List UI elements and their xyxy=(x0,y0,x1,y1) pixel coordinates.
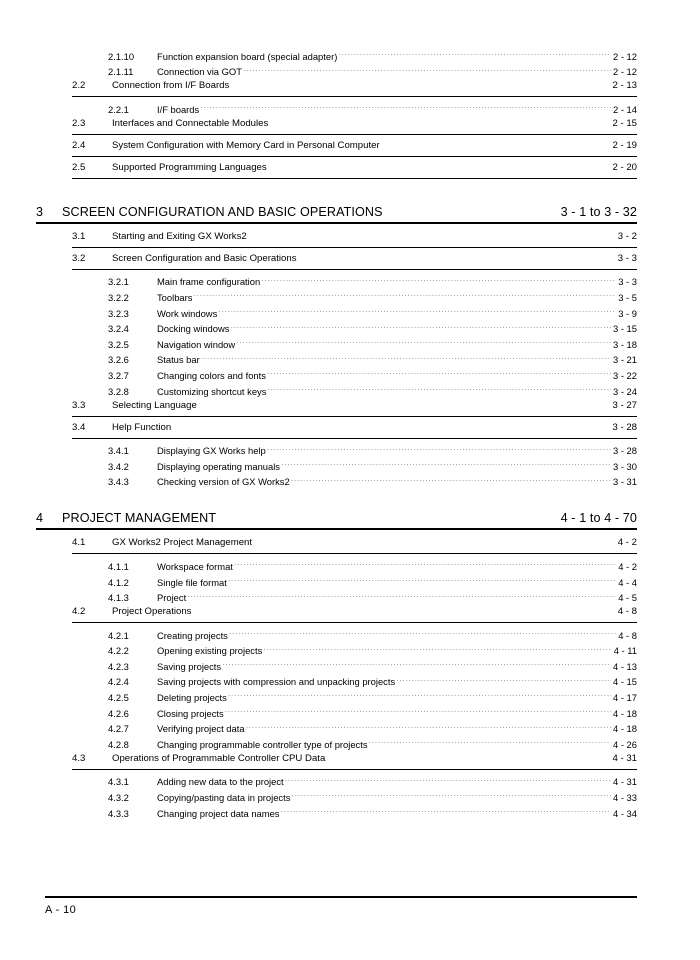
subsection-page-number: 3 - 30 xyxy=(613,460,637,472)
toc-chapter-heading[interactable] xyxy=(36,511,637,530)
chapter-title: SCREEN CONFIGURATION AND BASIC OPERATIONS xyxy=(62,204,383,219)
section-page-number: 3 - 3 xyxy=(617,252,637,264)
subsection-number: 4.2.2 xyxy=(108,645,129,657)
subsection-page-number: 3 - 9 xyxy=(618,307,637,319)
section-number: 3.4 xyxy=(72,421,86,433)
dot-leader xyxy=(230,317,611,333)
subsection-title: Changing project data names xyxy=(157,807,280,819)
subsection-number: 4.1.1 xyxy=(108,560,129,572)
toc-section-block xyxy=(72,113,637,135)
chapter-number: 4 xyxy=(36,511,44,526)
subsection-page-number: 3 - 22 xyxy=(613,369,637,381)
dot-leader xyxy=(267,363,611,379)
subsection-title: Connection via GOT xyxy=(157,66,242,78)
toc-subsection-row[interactable] xyxy=(108,44,637,60)
section-list-tail xyxy=(36,113,637,179)
section-page-number: 4 - 2 xyxy=(617,537,637,549)
toc-subsection-row[interactable] xyxy=(108,554,637,570)
subsection-page-number: 3 - 5 xyxy=(618,291,637,303)
section-number: 4.1 xyxy=(72,537,86,549)
subsection-title: Displaying operating manuals xyxy=(157,460,280,472)
chapter-page-range: 4 - 1 to 4 - 70 xyxy=(560,511,637,526)
toc-section-row[interactable] xyxy=(72,417,637,438)
subsection-page-number: 3 - 18 xyxy=(613,338,637,350)
subsection-title: Saving projects xyxy=(157,660,222,672)
toc-section-block xyxy=(72,748,637,770)
subsection-number: 2.1.11 xyxy=(108,66,134,78)
dot-leader xyxy=(201,348,611,364)
section-title: Supported Programming Languages xyxy=(112,161,267,173)
dot-leader xyxy=(280,801,611,817)
chapter-body xyxy=(36,532,637,819)
toc-section-row[interactable] xyxy=(72,135,637,156)
dot-leader xyxy=(234,554,616,570)
dot-leader xyxy=(263,639,611,655)
subsection-title: Docking windows xyxy=(157,323,230,335)
subsection-title: Workspace format xyxy=(157,560,233,572)
chapter-number: 3 xyxy=(36,204,44,219)
toc-section-row[interactable] xyxy=(72,532,637,553)
subsection-title: Work windows xyxy=(157,307,218,319)
subsection-page-number: 4 - 11 xyxy=(613,645,637,657)
subsection-number: 3.2.7 xyxy=(108,369,129,381)
subsection-number: 4.2.8 xyxy=(108,738,129,750)
subsection-title: Saving projects with compression and unpacking projects xyxy=(157,676,396,688)
subsection-page-number: 4 - 18 xyxy=(613,707,637,719)
subsection-page-number: 2 - 14 xyxy=(613,103,637,115)
toc-section-row[interactable] xyxy=(72,157,637,178)
dot-leader xyxy=(246,717,611,733)
subsection-page-number: 4 - 5 xyxy=(618,592,637,604)
section-page-number: 2 - 13 xyxy=(612,80,637,92)
subsection-number: 3.2.6 xyxy=(108,354,129,366)
dot-leader xyxy=(267,439,611,455)
subsection-number: 3.2.3 xyxy=(108,307,129,319)
toc-section-row[interactable] xyxy=(72,395,637,416)
section-title: Screen Configuration and Basic Operations xyxy=(112,252,297,264)
dot-leader xyxy=(261,270,616,286)
subsection-page-number: 3 - 21 xyxy=(613,354,637,366)
subsection-number: 3.4.1 xyxy=(108,445,129,457)
section-title: Interfaces and Connectable Modules xyxy=(112,117,269,129)
subsection-number: 2.1.10 xyxy=(108,50,135,62)
footer-rule xyxy=(45,896,637,898)
subsection-title: Deleting projects xyxy=(157,692,227,704)
section-number: 2.5 xyxy=(72,161,86,173)
section-number: 2.4 xyxy=(72,139,86,151)
subsection-title: Verifying project data xyxy=(157,723,245,735)
subsection-title: Copying/pasting data in projects xyxy=(157,792,291,804)
subsection-title: Project xyxy=(157,592,187,604)
subsection-page-number: 4 - 2 xyxy=(618,560,637,572)
toc-section-block xyxy=(72,226,637,248)
subsection-number: 3.2.1 xyxy=(108,276,129,288)
subsection-title: Changing programmable controller type of projects xyxy=(157,738,368,750)
subsection-page-number: 4 - 18 xyxy=(613,723,637,735)
subsection-page-number: 4 - 34 xyxy=(613,807,637,819)
subsection-number: 4.3.2 xyxy=(108,792,129,804)
section-title: Selecting Language xyxy=(112,399,197,411)
dot-leader xyxy=(228,570,616,586)
dot-leader xyxy=(281,454,611,470)
chapter-list xyxy=(36,205,637,817)
toc-section-row[interactable] xyxy=(72,75,637,96)
subsection-page-number: 4 - 15 xyxy=(613,676,637,688)
subsection-title: Changing colors and fonts xyxy=(157,369,266,381)
toc-section-block xyxy=(72,532,637,554)
toc-subsection-row[interactable] xyxy=(108,586,637,602)
subsection-number: 4.2.7 xyxy=(108,723,129,735)
toc-section-row[interactable] xyxy=(72,248,637,269)
subsection-title: Adding new data to the project xyxy=(157,776,284,788)
subsection-number: 4.2.4 xyxy=(108,676,129,688)
section-number: 3.2 xyxy=(72,252,86,264)
chapter-title: PROJECT MANAGEMENT xyxy=(62,511,217,526)
subsection-title: Creating projects xyxy=(157,629,228,641)
section-page-number: 3 - 2 xyxy=(617,230,637,242)
dot-leader xyxy=(222,654,611,670)
subsection-title: Navigation window xyxy=(157,338,236,350)
subsection-page-number: 2 - 12 xyxy=(613,66,637,78)
section-page-number: 2 - 19 xyxy=(612,139,637,151)
section-title: GX Works2 Project Management xyxy=(112,537,253,549)
chapter-heading-row xyxy=(36,205,637,219)
subsection-number: 4.3.3 xyxy=(108,807,129,819)
subsection-title: Displaying GX Works help xyxy=(157,445,266,457)
subsection-title: Customizing shortcut keys xyxy=(157,385,267,397)
dot-leader xyxy=(338,44,611,60)
section-title: Help Function xyxy=(112,421,172,433)
section-list-continued xyxy=(36,75,637,97)
subsection-number: 3.4.2 xyxy=(108,460,129,472)
dot-leader xyxy=(193,285,616,301)
section-page-number: 4 - 31 xyxy=(612,752,637,764)
subsection-page-number: 3 - 24 xyxy=(613,385,637,397)
subsection-title: Single file format xyxy=(157,576,227,588)
dot-leader xyxy=(285,770,611,786)
subsection-number: 4.1.3 xyxy=(108,592,129,604)
subsection-page-number: 4 - 4 xyxy=(618,576,637,588)
subsection-title: Opening existing projects xyxy=(157,645,263,657)
subsection-page-number: 2 - 12 xyxy=(613,50,637,62)
chapter-body xyxy=(36,226,637,486)
section-title: Starting and Exiting GX Works2 xyxy=(112,230,247,242)
page-footer xyxy=(45,896,637,916)
subsection-page-number: 4 - 26 xyxy=(613,738,637,750)
dot-leader xyxy=(187,586,616,602)
subsection-number: 4.2.5 xyxy=(108,692,129,704)
chapter-heading-row xyxy=(36,511,637,525)
subsection-title: Function expansion board (special adapter) xyxy=(157,50,338,62)
toc-chapter-heading[interactable] xyxy=(36,205,637,224)
subsection-page-number: 3 - 31 xyxy=(613,476,637,488)
subsection-page-number: 4 - 33 xyxy=(613,792,637,804)
subsection-page-number: 4 - 31 xyxy=(613,776,637,788)
subsection-number: 4.2.1 xyxy=(108,629,129,641)
subsection-number: 3.2.5 xyxy=(108,338,129,350)
subsection-number: 4.2.3 xyxy=(108,660,129,672)
toc-section-row[interactable] xyxy=(72,601,637,622)
subsection-page-number: 4 - 13 xyxy=(613,660,637,672)
dot-leader xyxy=(200,97,611,113)
subsection-title: Checking version of GX Works2 xyxy=(157,476,290,488)
toc-content xyxy=(36,44,637,817)
subsection-number: 3.2.2 xyxy=(108,291,129,303)
dot-leader xyxy=(228,685,611,701)
toc-section-block xyxy=(72,395,637,417)
subsection-number: 4.3.1 xyxy=(108,776,129,788)
section-number: 3.1 xyxy=(72,230,86,242)
section-title: Operations of Programmable Controller CPU Data xyxy=(112,752,326,764)
subsection-page-number: 3 - 28 xyxy=(613,445,637,457)
subsection-list-after-2-2 xyxy=(36,97,637,113)
section-number: 2.2 xyxy=(72,80,86,92)
section-number: 3.3 xyxy=(72,399,86,411)
toc-section-block xyxy=(72,601,637,623)
toc-subsection-row[interactable] xyxy=(108,270,637,286)
subsection-page-number: 4 - 17 xyxy=(613,692,637,704)
subsection-title: Closing projects xyxy=(157,707,224,719)
toc-subsection-row[interactable] xyxy=(108,439,637,455)
section-page-number: 4 - 8 xyxy=(617,606,637,618)
toc-section-row[interactable] xyxy=(72,226,637,247)
subsection-number: 3.2.4 xyxy=(108,323,129,335)
subsection-title: I/F boards xyxy=(157,103,200,115)
dot-leader xyxy=(369,732,611,748)
toc-continued-block xyxy=(36,44,637,179)
dot-leader xyxy=(267,379,611,395)
section-page-number: 3 - 28 xyxy=(612,421,637,433)
chapter-page-range: 3 - 1 to 3 - 32 xyxy=(560,204,637,219)
dot-leader xyxy=(243,60,611,76)
subsection-number: 4.1.2 xyxy=(108,576,129,588)
section-page-number: 2 - 15 xyxy=(612,117,637,129)
subsection-title: Status bar xyxy=(157,354,200,366)
dot-leader xyxy=(291,785,611,801)
subsection-list-continued xyxy=(36,44,637,78)
subsection-number: 2.2.1 xyxy=(108,103,129,115)
toc-subsection-row[interactable] xyxy=(108,770,637,786)
section-number: 4.3 xyxy=(72,752,86,764)
dot-leader xyxy=(396,670,611,686)
toc-section-block xyxy=(72,75,637,97)
subsection-page-number: 3 - 15 xyxy=(613,323,637,335)
subsection-page-number: 4 - 8 xyxy=(618,629,637,641)
subsection-title: Main frame configuration xyxy=(157,276,261,288)
subsection-number: 4.2.6 xyxy=(108,707,129,719)
toc-section-block xyxy=(72,135,637,157)
section-title: Project Operations xyxy=(112,606,192,618)
toc-subsection-row[interactable] xyxy=(108,623,637,639)
toc-section-row[interactable] xyxy=(72,113,637,134)
section-page-number: 2 - 20 xyxy=(612,161,637,173)
section-title: System Configuration with Memory Card in Personal Computer xyxy=(112,139,380,151)
toc-section-block xyxy=(72,157,637,179)
section-title: Connection from I/F Boards xyxy=(112,80,230,92)
dot-leader xyxy=(291,470,611,486)
section-page-number: 3 - 27 xyxy=(612,399,637,411)
dot-leader xyxy=(229,623,616,639)
footer-page-number: A - 10 xyxy=(45,904,77,916)
subsection-number: 3.4.3 xyxy=(108,476,129,488)
toc-subsection-row[interactable] xyxy=(108,97,637,113)
dot-leader xyxy=(236,332,611,348)
subsection-title: Toolbars xyxy=(157,291,193,303)
subsection-page-number: 3 - 3 xyxy=(618,276,637,288)
subsection-number: 3.2.8 xyxy=(108,385,129,397)
section-number: 4.2 xyxy=(72,606,86,618)
toc-section-block xyxy=(72,417,637,439)
dot-leader xyxy=(225,701,611,717)
toc-section-block xyxy=(72,248,637,270)
section-number: 2.3 xyxy=(72,117,86,129)
dot-leader xyxy=(218,301,616,317)
toc-section-row[interactable] xyxy=(72,748,637,769)
